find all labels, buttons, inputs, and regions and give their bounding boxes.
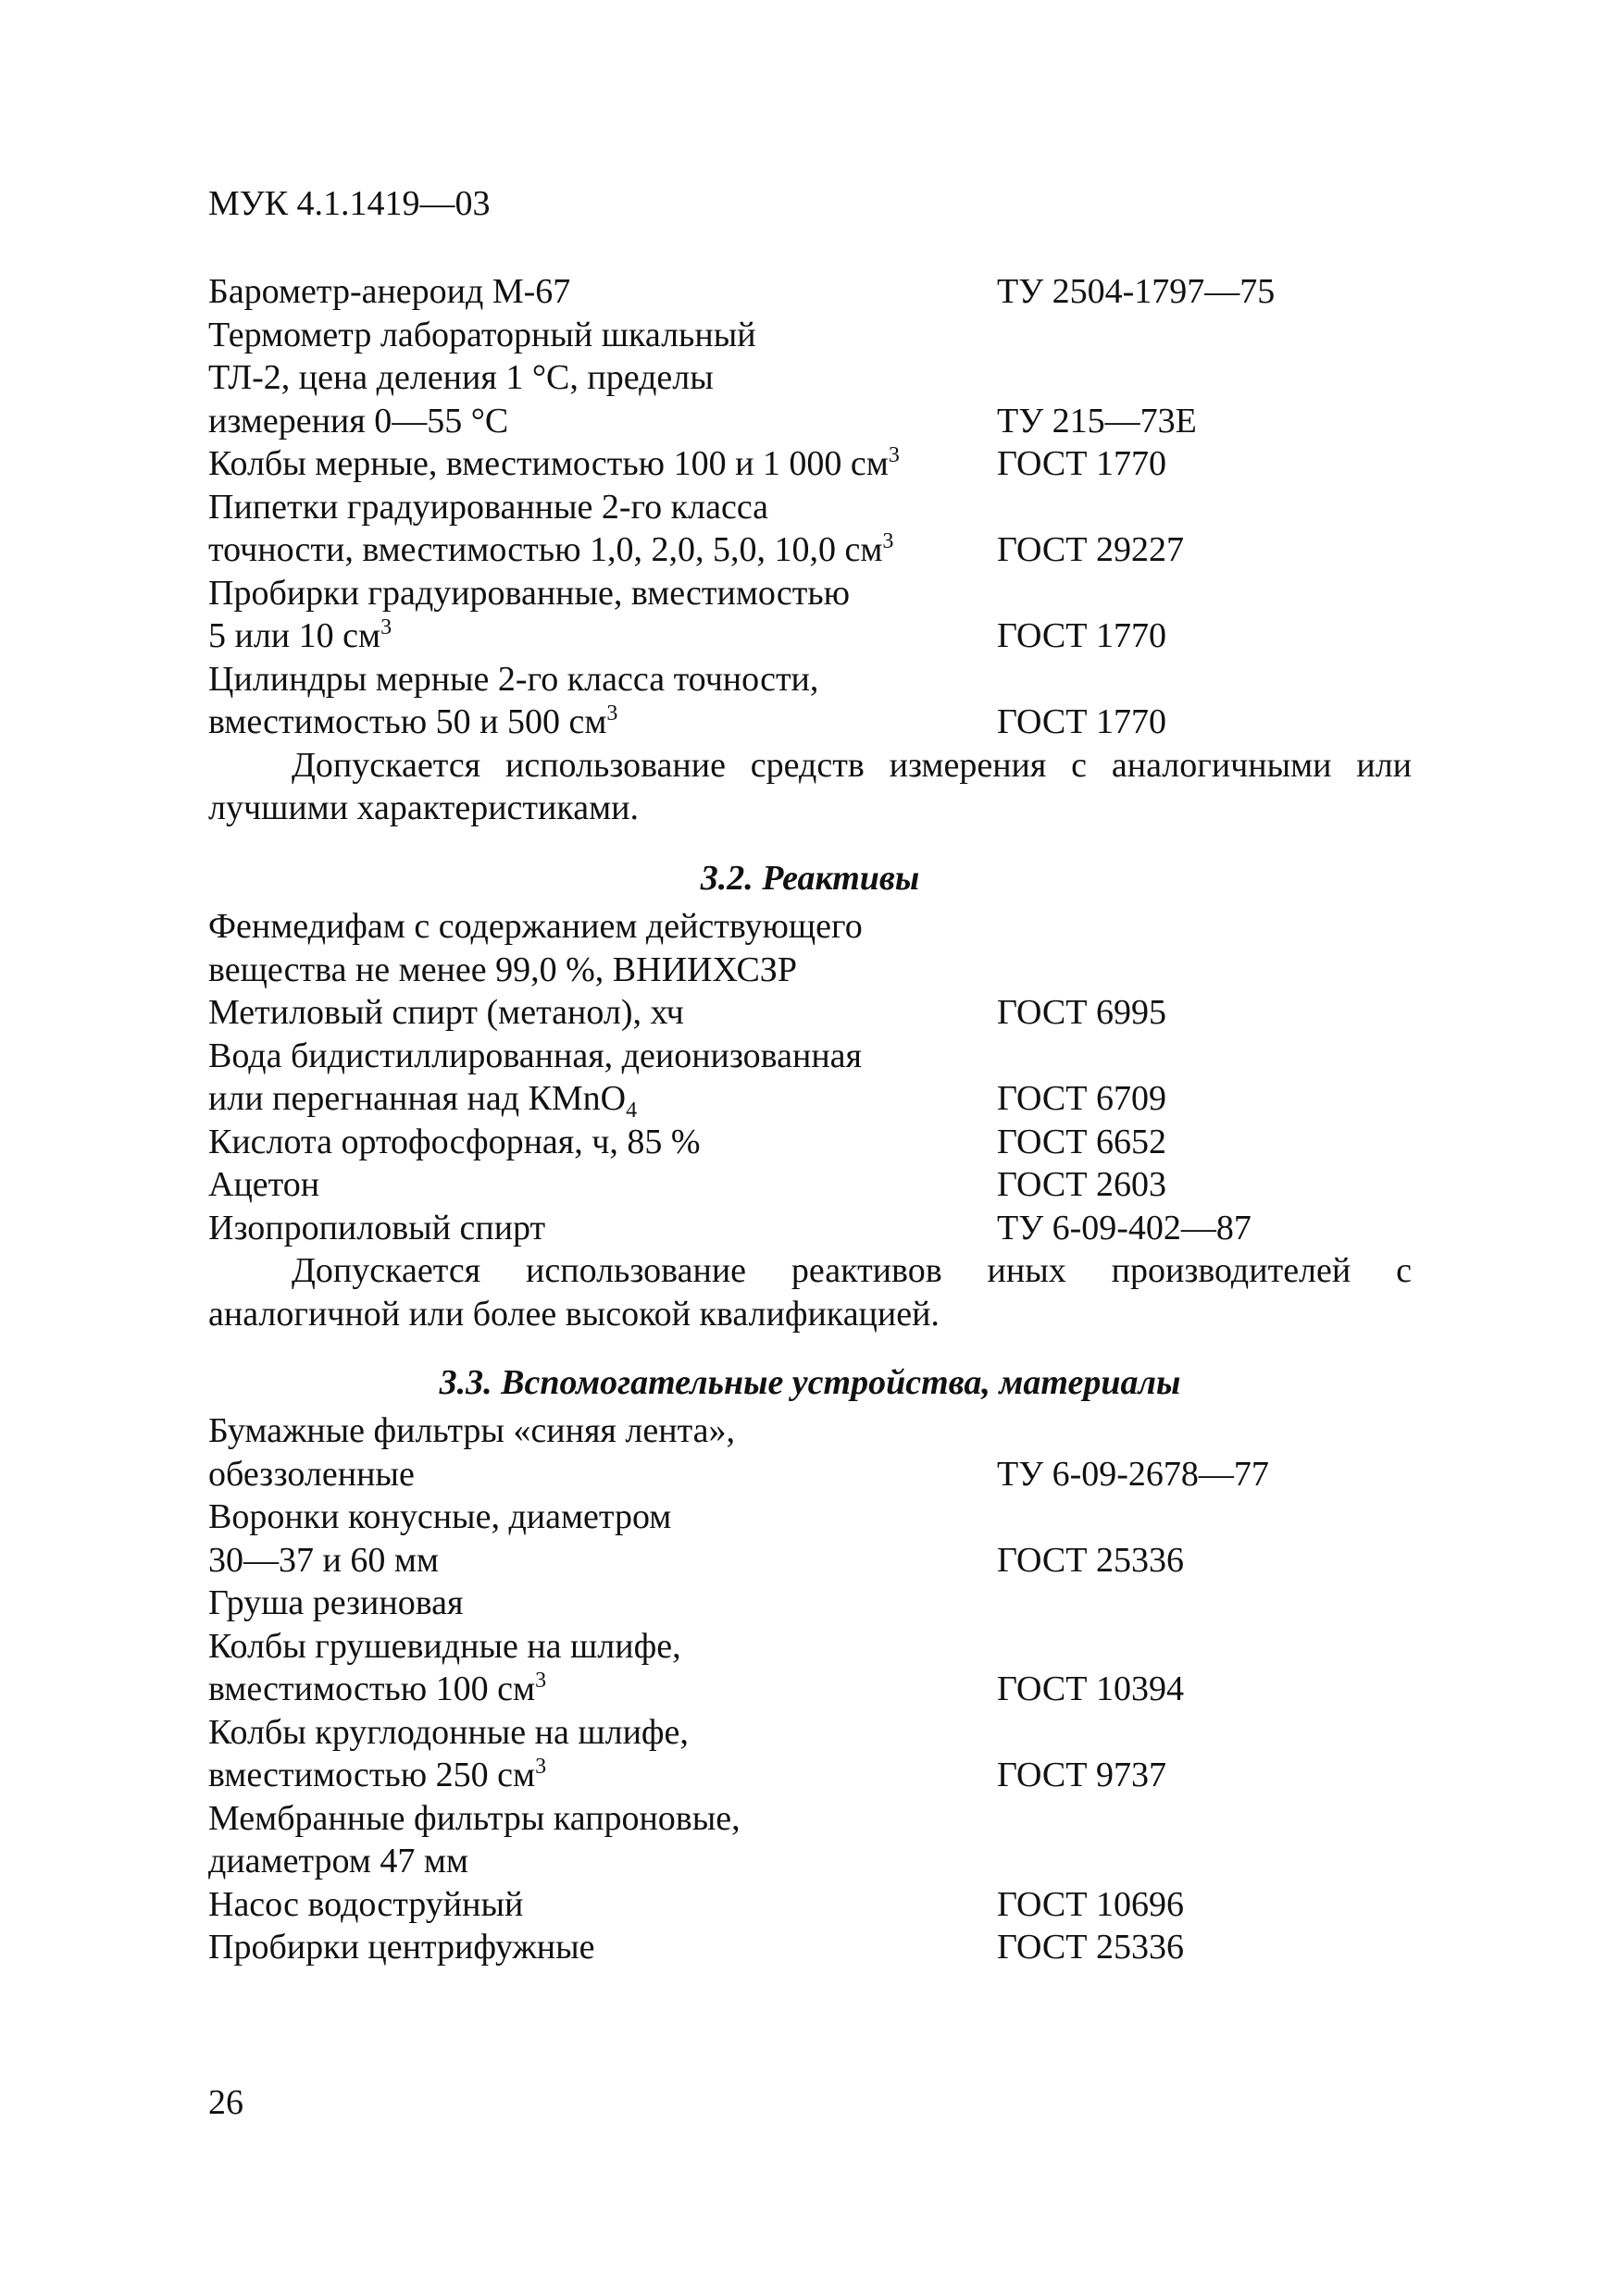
item-name-text: Насос водоструйный bbox=[208, 1884, 524, 1924]
item-standard: ГОСТ 25336 bbox=[997, 1928, 1184, 1967]
item-name bbox=[208, 1035, 862, 1078]
list-item bbox=[208, 701, 1412, 744]
list-item bbox=[208, 991, 1412, 1035]
item-name bbox=[208, 1077, 637, 1121]
item-name-text: Изопропиловый спирт bbox=[208, 1208, 546, 1247]
list-item bbox=[208, 1625, 1412, 1669]
item-standard: ГОСТ 6709 bbox=[997, 1079, 1166, 1118]
item-name bbox=[208, 1496, 671, 1539]
item-name bbox=[208, 1453, 415, 1496]
item-standard: ГОСТ 1770 bbox=[997, 444, 1166, 483]
item-name-text: Колбы круглодонные на шлифе, bbox=[208, 1712, 689, 1752]
instruments-list bbox=[208, 270, 1412, 744]
list-item bbox=[208, 1754, 1412, 1797]
section-title-auxiliary: 3.3. Вспомогательные устройства, материалы bbox=[439, 1363, 1181, 1402]
item-name bbox=[208, 949, 797, 992]
instruments-note: Допускается использование средств измерения с аналогичными или лучшими характеристиками. bbox=[208, 745, 1412, 827]
item-name bbox=[208, 905, 863, 949]
item-name bbox=[208, 658, 818, 701]
item-name-text: 5 или 10 см bbox=[208, 616, 381, 655]
reagents-list bbox=[208, 905, 1412, 1249]
item-name-text: вместимостью 100 см bbox=[208, 1669, 536, 1708]
list-item bbox=[208, 1453, 1412, 1496]
item-name bbox=[208, 1840, 468, 1883]
list-item bbox=[208, 1840, 1412, 1883]
superscript: 3 bbox=[380, 615, 392, 639]
item-name-text: обеззоленные bbox=[208, 1454, 415, 1494]
item-name-text: вещества не менее 99,0 %, ВНИИХСЗР bbox=[208, 949, 797, 989]
item-name-text: вместимостью 250 см bbox=[208, 1756, 536, 1794]
list-item bbox=[208, 572, 1412, 615]
item-name bbox=[208, 1754, 546, 1797]
item-name-text: Ацетон bbox=[208, 1165, 320, 1204]
list-item bbox=[208, 1207, 1412, 1250]
reagents-note: Допускается использование реактивов иных производителей с аналогичной или более высокой квалификацией. bbox=[208, 1251, 1412, 1334]
list-item bbox=[208, 442, 1412, 486]
item-name bbox=[208, 486, 768, 529]
list-item bbox=[208, 1163, 1412, 1207]
item-name bbox=[208, 400, 508, 443]
item-name bbox=[208, 356, 714, 400]
superscript: 3 bbox=[535, 1755, 547, 1779]
item-standard: ТУ 215—73Е bbox=[997, 401, 1197, 441]
item-name bbox=[208, 270, 570, 314]
item-standard: ГОСТ 25336 bbox=[997, 1540, 1184, 1580]
item-name bbox=[208, 314, 756, 357]
item-name-text: точности, вместимостью 1,0, 2,0, 5,0, 10,0 см bbox=[208, 530, 883, 569]
item-name-text: или перегнанная над КМnО bbox=[208, 1079, 627, 1118]
item-name bbox=[208, 1539, 439, 1582]
item-name-text: ТЛ-2, цена деления 1 °С, пределы bbox=[208, 358, 714, 397]
item-name-text: Фенмедифам с содержанием действующего bbox=[208, 907, 863, 946]
list-item bbox=[208, 658, 1412, 701]
item-name-text: Метиловый спирт (метанол), хч bbox=[208, 993, 684, 1032]
item-standard: ГОСТ 6995 bbox=[997, 993, 1166, 1032]
list-item bbox=[208, 400, 1412, 443]
item-name-text: Бумажные фильтры «синяя лента», bbox=[208, 1411, 736, 1450]
item-standard: ГОСТ 10696 bbox=[997, 1884, 1184, 1924]
section-title-reagents: 3.2. Реактивы bbox=[700, 859, 920, 898]
item-name-text: Мембранные фильтры капроновые, bbox=[208, 1798, 741, 1838]
item-name-text: Кислота ортофосфорная, ч, 85 % bbox=[208, 1122, 701, 1161]
list-item bbox=[208, 949, 1412, 992]
item-name bbox=[208, 1883, 523, 1927]
list-item bbox=[208, 1539, 1412, 1582]
item-name-text: Пробирки центрифужные bbox=[208, 1928, 595, 1967]
item-standard: ГОСТ 10394 bbox=[997, 1669, 1184, 1708]
item-name-text: Пипетки градуированные 2-го класса bbox=[208, 487, 769, 527]
superscript: 3 bbox=[882, 529, 894, 553]
list-item bbox=[208, 1409, 1412, 1453]
list-item bbox=[208, 1668, 1412, 1711]
list-item bbox=[208, 1883, 1412, 1927]
item-name-text: Вода бидистиллированная, деионизованная bbox=[208, 1036, 863, 1075]
item-name-text: Груша резиновая bbox=[208, 1583, 464, 1622]
item-name bbox=[208, 528, 893, 572]
item-name bbox=[208, 1409, 735, 1453]
section-instruments bbox=[208, 270, 1412, 830]
item-name bbox=[208, 1207, 545, 1250]
item-standard: ГОСТ 1770 bbox=[997, 702, 1166, 741]
document-header: МУК 4.1.1419—03 bbox=[208, 184, 491, 223]
list-item bbox=[208, 486, 1412, 529]
item-standard: ГОСТ 2603 bbox=[997, 1165, 1166, 1204]
item-name bbox=[208, 1926, 595, 1969]
list-item bbox=[208, 314, 1412, 357]
item-name bbox=[208, 991, 684, 1035]
item-name-text: Колбы мерные, вместимостью 100 и 1 000 см bbox=[208, 444, 889, 483]
item-name bbox=[208, 1668, 546, 1711]
item-name bbox=[208, 1582, 464, 1625]
list-item bbox=[208, 1711, 1412, 1755]
item-name bbox=[208, 701, 617, 744]
item-name-text: Пробирки градуированные, вместимостью bbox=[208, 573, 851, 613]
item-name bbox=[208, 1797, 741, 1841]
item-standard: ТУ 6-09-2678—77 bbox=[997, 1454, 1269, 1494]
section-auxiliary bbox=[208, 1356, 1412, 1969]
item-name-text: диаметром 47 мм bbox=[208, 1842, 468, 1880]
list-item bbox=[208, 1121, 1412, 1164]
item-name bbox=[208, 1121, 701, 1164]
item-name-text: вместимостью 50 и 500 см bbox=[208, 702, 607, 741]
list-item bbox=[208, 1035, 1412, 1078]
list-item bbox=[208, 356, 1412, 400]
page-number: 26 bbox=[208, 2083, 243, 2122]
list-item bbox=[208, 1582, 1412, 1625]
superscript: 3 bbox=[535, 1669, 547, 1693]
item-name-text: 30—37 и 60 мм bbox=[208, 1540, 439, 1580]
item-standard: ГОСТ 6652 bbox=[997, 1122, 1166, 1161]
item-name bbox=[208, 1625, 681, 1669]
list-item bbox=[208, 1077, 1412, 1121]
auxiliary-list bbox=[208, 1409, 1412, 1969]
item-name-text: Барометр-анероид М-67 bbox=[208, 272, 571, 311]
item-standard: ТУ 2504-1797—75 bbox=[997, 272, 1276, 311]
item-name-text: измерения 0—55 °С bbox=[208, 401, 509, 441]
superscript: 3 bbox=[606, 701, 618, 726]
item-name-text: Воронки конусные, диаметром bbox=[208, 1497, 672, 1536]
list-item bbox=[208, 905, 1412, 949]
list-item bbox=[208, 270, 1412, 314]
list-item bbox=[208, 614, 1412, 658]
item-standard: ГОСТ 1770 bbox=[997, 616, 1166, 655]
item-name bbox=[208, 1711, 689, 1755]
item-standard: ТУ 6-09-402—87 bbox=[997, 1208, 1252, 1247]
superscript: 3 bbox=[888, 443, 900, 467]
list-item bbox=[208, 1926, 1412, 1969]
item-name bbox=[208, 442, 900, 486]
item-name-text: Термометр лабораторный шкальный bbox=[208, 315, 756, 354]
item-standard: ГОСТ 9737 bbox=[997, 1756, 1166, 1794]
list-item bbox=[208, 1496, 1412, 1539]
item-name bbox=[208, 572, 850, 615]
item-standard: ГОСТ 29227 bbox=[997, 530, 1184, 569]
list-item bbox=[208, 528, 1412, 572]
subscript: 4 bbox=[626, 1098, 638, 1123]
list-item bbox=[208, 1797, 1412, 1841]
item-name-text: Колбы грушевидные на шлифе, bbox=[208, 1626, 681, 1666]
item-name bbox=[208, 1163, 319, 1207]
item-name bbox=[208, 614, 392, 658]
section-reagents bbox=[208, 851, 1412, 1335]
item-name-text: Цилиндры мерные 2-го класса точности, bbox=[208, 659, 819, 699]
